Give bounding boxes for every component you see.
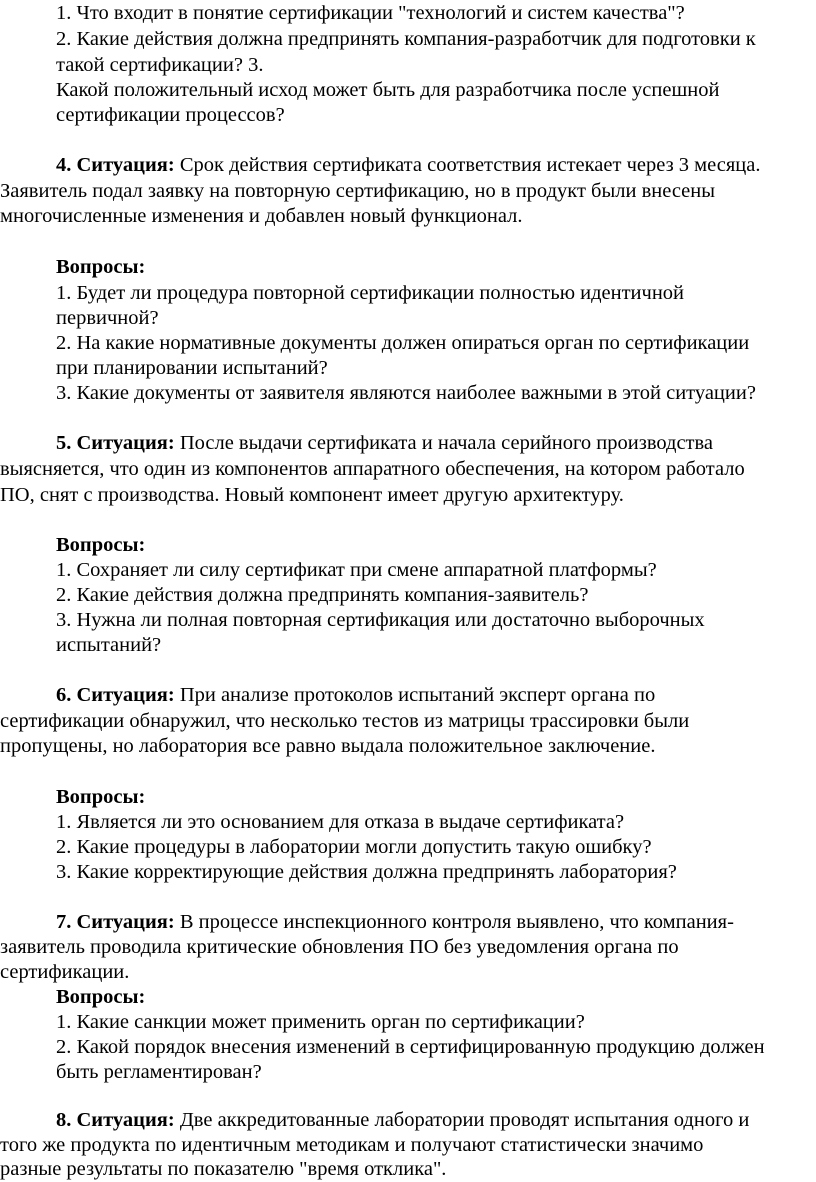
situation-4-question-1-line-1: 1. Будет ли процедура повторной сертификации полностью идентичной	[56, 282, 685, 304]
situation-4-question-3: 3. Какие документы от заявителя являются наиболее важными в этой ситуации?	[56, 382, 756, 404]
situation-4-questions-heading: Вопросы:	[56, 256, 146, 278]
intro-question-3-line-2: сертификации процессов?	[56, 104, 285, 126]
situation-5-question-3-line-1: 3. Нужна ли полная повторная сертификация или достаточно выборочных	[56, 609, 705, 631]
situation-6-line-1	[56, 682, 655, 708]
situation-4-line-1	[56, 152, 760, 178]
situation-5-questions-heading: Вопросы:	[56, 534, 146, 556]
intro-question-3-line-1: Какой положительный исход может быть для разработчика после успешной	[56, 79, 720, 101]
situation-4-line-3: многочисленные изменения и добавлен новый функционал.	[0, 205, 523, 227]
situation-5-text: После выдачи сертификата и начала серийного производства	[174, 432, 714, 454]
situation-8-line-1	[56, 1107, 749, 1133]
situation-4-label: 4. Ситуация:	[56, 154, 175, 176]
situation-7-text: В процессе инспекционного контроля выявлено, что компания-	[174, 911, 734, 933]
situation-5-question-1: 1. Сохраняет ли силу сертификат при смене аппаратной платформы?	[56, 559, 657, 581]
situation-6-questions-heading: Вопросы:	[56, 786, 146, 808]
situation-5-question-2: 2. Какие действия должна предпринять компания-заявитель?	[56, 584, 589, 606]
situation-4-text: Срок действия сертификата соответствия истекает через 3 месяца.	[174, 154, 761, 176]
situation-4-question-2-line-1: 2. На какие нормативные документы должен опираться орган по сертификации	[56, 332, 750, 354]
situation-6-question-3: 3. Какие корректирующие действия должна предпринять лаборатория?	[56, 861, 677, 883]
situation-6-text: При анализе протоколов испытаний эксперт органа по	[174, 684, 656, 706]
situation-7-label: 7. Ситуация:	[56, 911, 175, 933]
situation-7-line-1	[56, 909, 734, 935]
situation-7-question-2-line-2: быть регламентирован?	[56, 1061, 262, 1083]
situation-6-question-1: 1. Является ли это основанием для отказа в выдаче сертификата?	[56, 811, 625, 833]
intro-question-2-line-1: 2. Какие действия должна предпринять компания-разработчик для подготовки к	[56, 28, 756, 50]
situation-7-question-1: 1. Какие санкции может применить орган по сертификации?	[56, 1011, 585, 1033]
situation-6-label: 6. Ситуация:	[56, 684, 175, 706]
situation-5-question-3-line-2: испытаний?	[56, 634, 162, 656]
situation-7-line-3: сертификации.	[0, 961, 130, 983]
situation-6-question-2: 2. Какие процедуры в лаборатории могли допустить такую ошибку?	[56, 836, 652, 858]
situation-8-line-2: того же продукта по идентичным методикам и получают статистически значимо	[0, 1134, 704, 1156]
situation-5-line-2: выясняется, что один из компонентов аппаратного обеспечения, на котором работало	[0, 458, 745, 480]
situation-5-label: 5. Ситуация:	[56, 432, 175, 454]
situation-6-line-3: пропущены, но лаборатория все равно выдала положительное заключение.	[0, 735, 656, 757]
situation-4-question-2-line-2: при планировании испытаний?	[56, 357, 328, 379]
situation-7-question-2-line-1: 2. Какой порядок внесения изменений в сертифицированную продукцию должен	[56, 1036, 765, 1058]
situation-6-line-2: сертификации обнаружил, что несколько тестов из матрицы трассировки были	[0, 710, 690, 732]
situation-7-line-2: заявитель проводила критические обновления ПО без уведомления органа по	[0, 936, 679, 958]
situation-5-line-1	[56, 430, 713, 456]
situation-4-question-1-line-2: первичной?	[56, 307, 159, 329]
situation-8-label: 8. Ситуация:	[56, 1109, 175, 1131]
situation-4-line-2: Заявитель подал заявку на повторную сертификацию, но в продукт были внесены	[0, 180, 716, 202]
situation-7-questions-heading: Вопросы:	[56, 986, 146, 1008]
situation-8-line-3: разные результаты по показателю "время отклика".	[0, 1158, 447, 1180]
intro-question-1: 1. Что входит в понятие сертификации "технологий и систем качества"?	[56, 2, 685, 24]
situation-8-text: Две аккредитованные лаборатории проводят испытания одного и	[174, 1109, 750, 1131]
intro-question-2-line-2: такой сертификации? 3.	[56, 54, 264, 76]
situation-5-line-3: ПО, снят с производства. Новый компонент имеет другую архитектуру.	[0, 484, 624, 506]
